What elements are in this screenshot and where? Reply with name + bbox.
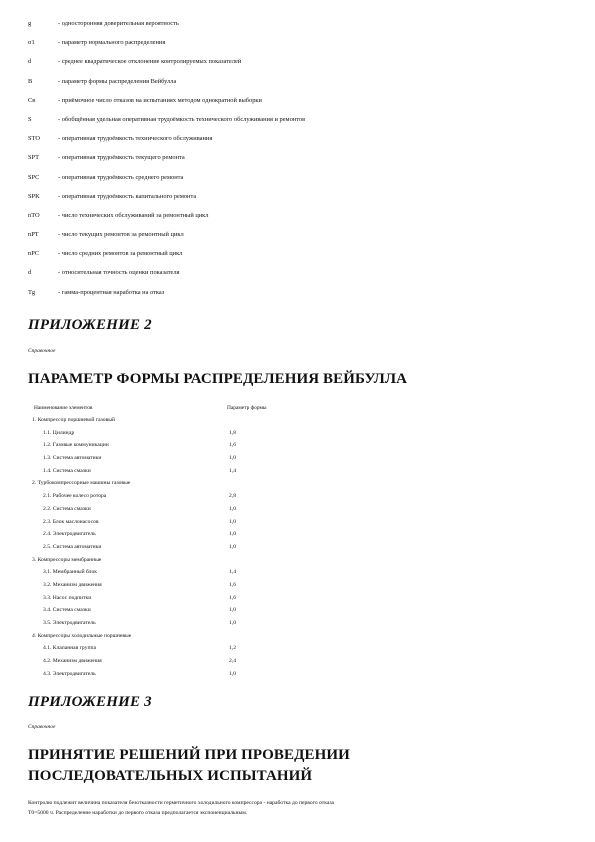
shape-parameter-cell: 1,0 [229, 505, 236, 512]
definition-symbol: nPC [28, 250, 40, 258]
table-group-row [30, 414, 330, 427]
definition-text: - число средних ремонтов за ремонтный цикл [58, 250, 183, 258]
shape-parameter-cell: 1,8 [229, 429, 236, 436]
shape-parameter-cell: 1,0 [229, 518, 236, 525]
definition-text: - оперативная трудоёмкость капитального ремонта [58, 192, 197, 200]
appendix-3-paragraph [28, 798, 558, 818]
shape-parameter-cell: 1,0 [229, 543, 236, 550]
paragraph-line: T0=5000 ч. Распределение наработки до первого отказа предполагается экспоненциальным. [28, 810, 248, 816]
shape-parameter-cell: 1,0 [229, 607, 236, 614]
definition-symbol: SPK [28, 192, 40, 200]
definition-symbol: g [28, 20, 32, 27]
table-row [30, 516, 330, 529]
shape-parameter-cell: 2,4 [229, 658, 236, 665]
table-row [30, 490, 330, 503]
table-row [30, 465, 330, 478]
column-header-elements: Наименование элементов [34, 405, 93, 411]
definition-text: - параметр формы распределения Вейбулла [58, 77, 177, 85]
weibull-parameter-table [30, 403, 330, 680]
shape-parameter-cell: 1,4 [229, 569, 236, 576]
shape-parameter-cell: 1,4 [229, 467, 236, 474]
shape-parameter-cell: 1,0 [229, 620, 236, 626]
element-name-cell: 4.1. Клапанная группа [43, 645, 96, 652]
table-row [30, 452, 330, 465]
appendix-2-heading: ПРИЛОЖЕНИЕ 2 [28, 317, 152, 333]
definition-symbol: S [28, 115, 32, 123]
element-name-cell: 4. Компрессоры холодильные поршневые [32, 632, 132, 639]
element-name-cell: 1. Компрессор поршневой газовый [32, 417, 115, 423]
shape-parameter-cell: 1,6 [229, 581, 236, 588]
definition-row [28, 187, 568, 206]
table-row [30, 427, 330, 440]
table-row [30, 566, 330, 579]
definition-row [28, 263, 568, 282]
definition-row [28, 72, 568, 91]
table-row [30, 604, 330, 617]
definition-symbol: nPT [28, 231, 39, 239]
element-name-cell: 1.4. Система смазки [43, 467, 91, 474]
shape-parameter-cell: 1,0 [229, 531, 236, 538]
table-row [30, 541, 330, 554]
definition-row [28, 225, 568, 244]
definition-text: - оперативная трудоёмкость среднего ремонта [58, 173, 184, 181]
table-row [30, 528, 330, 541]
definition-text: - оперативная трудоёмкость текущего ремонта [58, 154, 185, 162]
table-group-row [30, 630, 330, 643]
element-name-cell: 3.4. Система смазки [43, 607, 91, 614]
table-row [30, 592, 330, 605]
table-row [30, 439, 330, 452]
definition-symbol: Cв [28, 96, 36, 104]
element-name-cell: 3. Компрессоры мембранные [32, 556, 102, 563]
definition-text: - среднее квадратическое отклонение контролируемых показателей [58, 58, 242, 66]
definition-row [28, 148, 568, 167]
appendix-3-heading: ПРИЛОЖЕНИЕ 3 [28, 694, 152, 710]
definition-row [28, 14, 568, 33]
definition-row [28, 129, 568, 148]
element-name-cell: 4.3. Электродвигатель [43, 670, 96, 677]
table-body [30, 414, 330, 680]
table-row [30, 668, 330, 681]
definition-text: - оперативная трудоёмкость технического обслуживания [58, 135, 213, 143]
definition-symbol: σ1 [28, 39, 35, 47]
element-name-cell: 3.2. Механизм движения [43, 581, 102, 588]
element-name-cell: 2.1. Рабочее колесо ротора [43, 493, 107, 500]
element-name-cell: 3.3. Насос подпитки [43, 594, 92, 601]
definition-symbol: Tg [28, 288, 36, 296]
paragraph-line: Контролю подлежит величина показателя безотказности герметичного холодильного компрессора - наработка до первого отказа [28, 800, 335, 806]
shape-parameter-cell: 1,2 [229, 645, 236, 652]
element-name-cell: 1.3. Система автоматики [43, 455, 102, 462]
definition-text: - обобщённая удельная оперативная трудоёмкость технического обслуживания и ремонтов [58, 115, 306, 123]
definition-row [28, 33, 568, 52]
appendix-2-title: ПАРАМЕТР ФОРМЫ РАСПРЕДЕЛЕНИЯ ВЕЙБУЛЛА [28, 371, 408, 387]
definition-text: - гамма-процентная наработка на отказ [58, 288, 165, 296]
element-name-cell: 3.5. Электродвигатель [43, 620, 96, 626]
definition-row [28, 52, 568, 71]
shape-parameter-cell: 1,0 [229, 455, 236, 462]
table-header [30, 403, 330, 414]
definition-symbol: d [28, 269, 32, 277]
element-name-cell: 2.3. Блок маслонасосов [43, 518, 99, 525]
element-name-cell: 1.1. Цилиндр [43, 429, 75, 436]
definition-text: - число текущих ремонтов за ремонтный цикл [58, 231, 184, 239]
definition-symbol: B [28, 77, 33, 85]
definition-symbol: STO [28, 135, 40, 143]
definition-text: - число технических обслуживаний за ремонтный цикл [58, 211, 209, 219]
definition-text: - односторонняя доверительная вероятность [58, 20, 179, 27]
element-name-cell: 2. Турбокомпрессорные машины газовые [32, 480, 131, 487]
shape-parameter-cell: 2,8 [229, 493, 236, 500]
definition-symbol: d [28, 58, 32, 66]
element-name-cell: 2.5. Система автоматики [43, 543, 102, 550]
definition-row [28, 91, 568, 110]
element-name-cell: 3.1. Мембранный блок [43, 569, 97, 576]
definition-text: - относительная точность оценки показателя [58, 269, 180, 277]
table-row [30, 617, 330, 630]
element-name-cell: 4.2. Механизм движения [43, 658, 102, 665]
symbol-definitions [28, 14, 568, 302]
definition-row [28, 110, 568, 129]
shape-parameter-cell: 1,6 [229, 442, 236, 449]
definition-symbol: SPT [28, 154, 40, 162]
table-row [30, 655, 330, 668]
definition-text: - параметр нормального распределения [58, 39, 166, 47]
table-row [30, 579, 330, 592]
table-row [30, 642, 330, 655]
definition-row [28, 168, 568, 187]
table-row [30, 503, 330, 516]
table-group-row [30, 477, 330, 490]
element-name-cell: 1.2. Газовые коммуникации [43, 442, 109, 449]
element-name-cell: 2.2. Система смазки [43, 505, 91, 512]
definition-symbol: SPC [28, 173, 40, 181]
table-group-row [30, 554, 330, 567]
appendix-3-title-line-1: ПРИНЯТИЕ РЕШЕНИЙ ПРИ ПРОВЕДЕНИИ [28, 747, 350, 763]
definition-text: - приёмочное число отказов на испытаниях методом однократной выборки [58, 96, 262, 104]
appendix-2-note: Справочное [28, 348, 56, 354]
shape-parameter-cell: 1,0 [229, 670, 236, 677]
definition-symbol: nTO [28, 211, 40, 219]
definition-row [28, 206, 568, 225]
appendix-3-note: Справочное [28, 724, 56, 730]
definition-row [28, 283, 568, 302]
shape-parameter-cell: 1,6 [229, 594, 236, 601]
element-name-cell: 2.4. Электродвигатель [43, 531, 96, 538]
column-header-shape-parameter: Параметр формы [227, 405, 267, 411]
definition-row [28, 244, 568, 263]
appendix-3-title-line-2: ПОСЛЕДОВАТЕЛЬНЫХ ИСПЫТАНИЙ [28, 768, 313, 784]
